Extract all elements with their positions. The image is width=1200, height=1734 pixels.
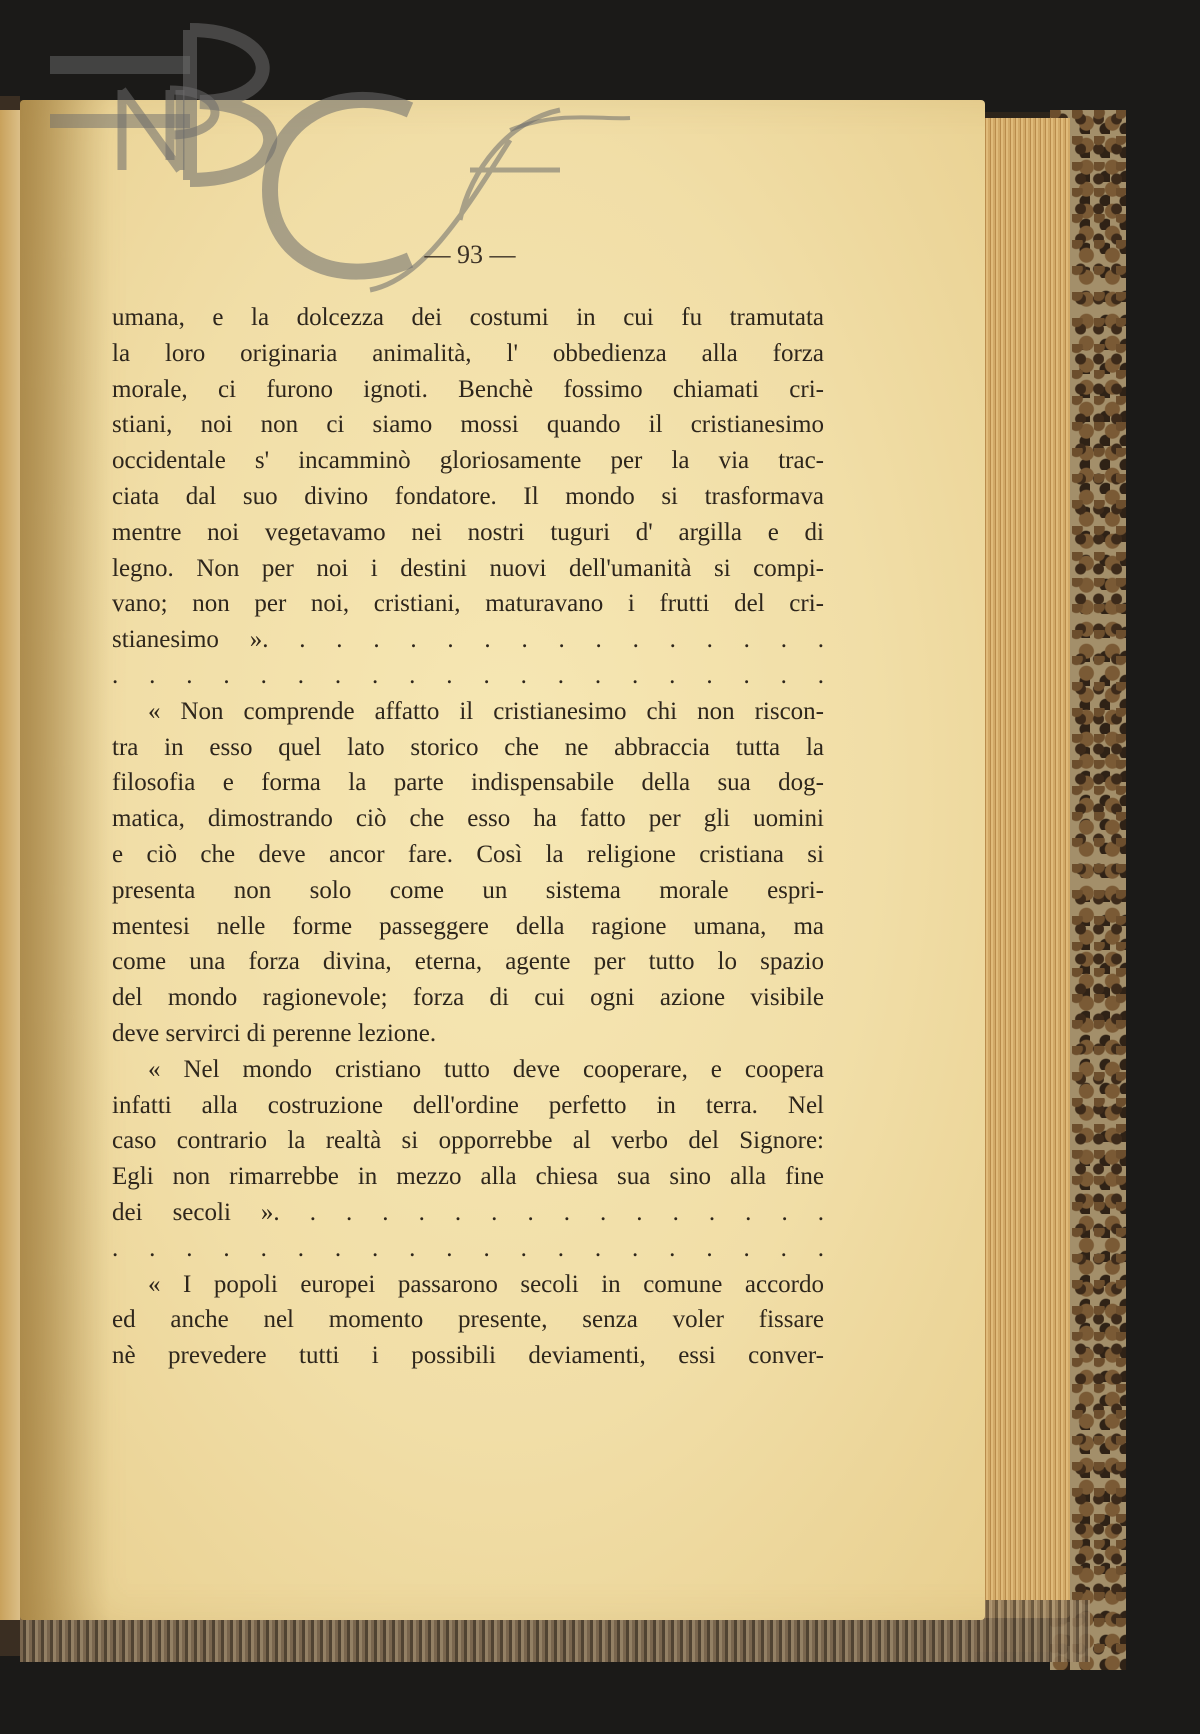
text-line: « I popoli europei passarono secoli in comune accordo (148, 1270, 824, 1298)
text-line: deve servirci di perenne lezione. (112, 1019, 437, 1047)
text-line: matica, dimostrando ciò che esso ha fatto per gli uomini (112, 805, 824, 833)
text-line: « Nel mondo cristiano tutto deve cooperare, e coopera (148, 1055, 824, 1083)
text-line: stiani, noi non ci siamo mossi quando il cristianesimo (112, 411, 824, 439)
page-text (112, 300, 824, 1374)
text-line: la loro originaria animalità, l' obbedienza alla forza (112, 339, 824, 367)
text-line: nè prevedere tutti i possibili deviamenti, essi conver- (112, 1342, 824, 1370)
text-line: stianesimo ». . . . . . . . . . . . . . . . (112, 626, 824, 654)
text-line: ed anche nel momento presente, senza voler fissare (112, 1306, 824, 1334)
text-line: come una forza divina, eterna, agente per tutto lo spazio (112, 948, 824, 976)
text-line: presenta non solo come un sistema morale espri- (112, 876, 824, 904)
text-line: Egli non rimarrebbe in mezzo alla chiesa sua sino alla fine (112, 1163, 824, 1191)
text-line: filosofia e forma la parte indispensabile della sua dog- (112, 769, 824, 797)
ellipsis-line: . . . . . . . . . . . . . . . . . . . . (112, 661, 824, 689)
text-line: ciata dal suo divino fondatore. Il mondo si trasformava (112, 482, 824, 510)
text-line: occidentale s' incamminò gloriosamente per la via trac- (112, 447, 824, 475)
text-line: mentesi nelle forme passeggere della ragione umana, ma (112, 912, 824, 940)
text-line: legno. Non per noi i destini nuovi dell'umanità si compi- (112, 554, 824, 582)
text-line: dei secoli ». . . . . . . . . . . . . . . . (112, 1198, 824, 1226)
text-line: vano; non per noi, cristiani, maturavano i frutti del cri- (112, 590, 824, 618)
ellipsis-line: . . . . . . . . . . . . . . . . . . . . (112, 1234, 824, 1262)
page-edges (978, 118, 1070, 1618)
text-line: tra in esso quel lato storico che ne abbraccia tutta la (112, 733, 824, 761)
page-number: — 93 — (424, 240, 516, 269)
text-line: infatti alla costruzione dell'ordine perfetto in terra. Nel (112, 1091, 824, 1119)
text-line: mentre noi vegetavamo nei nostri tuguri d' argilla e di (112, 518, 824, 546)
text-line: del mondo ragionevole; forza di cui ogni azione visibile (112, 984, 824, 1012)
text-line: morale, ci furono ignoti. Benchè fossimo chiamati cri- (112, 375, 824, 403)
text-line: caso contrario la realtà si opporrebbe al verbo del Signore: (112, 1127, 824, 1155)
text-line: umana, e la dolcezza dei costumi in cui fu tramutata (112, 304, 824, 331)
text-line: e ciò che deve ancor fare. Così la religione cristiana si (112, 840, 824, 868)
text-line: « Non comprende affatto il cristianesimo chi non riscon- (148, 697, 824, 725)
page-gutter-shadow (20, 100, 110, 1620)
